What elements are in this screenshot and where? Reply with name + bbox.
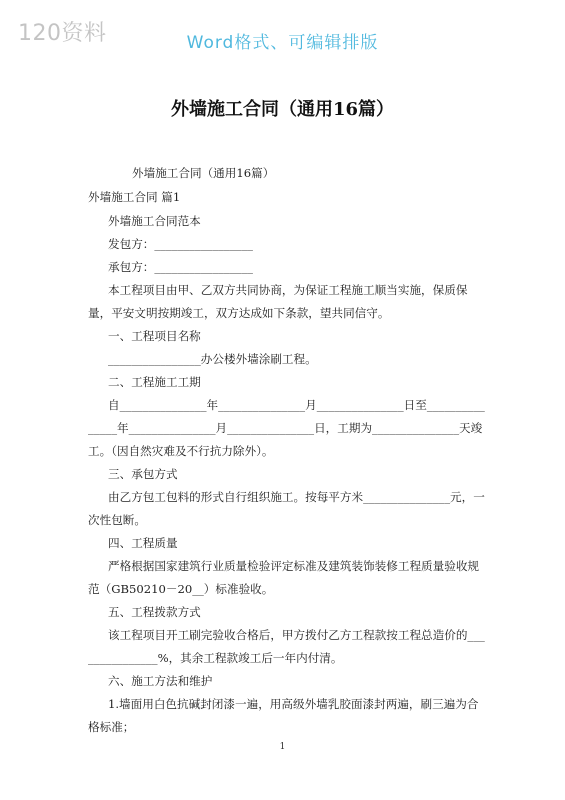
- body-paragraph-line: ________________办公楼外墙涂刷工程。: [108, 352, 317, 366]
- body-paragraph-line: ____________%，其余工程款竣工后一年内付清。: [88, 651, 343, 665]
- clause-heading: 一、工程项目名称: [108, 329, 201, 343]
- body-paragraph-line: 次性包断。: [88, 513, 146, 527]
- watermark-logo: 120资料: [18, 21, 107, 46]
- subtitle-line: 外墙施工合同（通用16篇）: [132, 166, 275, 180]
- document-title: 外墙施工合同（通用16篇）: [170, 99, 395, 120]
- body-paragraph-line: 格标准；: [88, 720, 135, 734]
- body-paragraph-line: 严格根据国家建筑行业质量检验评定标准及建筑装饰装修工程质量验收规: [108, 559, 480, 573]
- clause-heading: 五、工程拨款方式: [108, 605, 201, 619]
- clause-heading: 三、承包方式: [108, 467, 178, 481]
- clause-heading: 四、工程质量: [108, 536, 178, 550]
- party-b-line: 承包方：_________________: [108, 260, 253, 274]
- body-paragraph-line: 由乙方包工包料的形式自行组织施工。按每平方米_______________元，一: [108, 490, 485, 504]
- header-note: Word格式、可编辑排版: [186, 33, 379, 53]
- body-paragraph-line: 量，平安文明按期竣工，双方达成如下条款，望共同信守。: [88, 306, 390, 320]
- body-paragraph-line: 该工程项目开工刷完验收合格后，甲方拨付乙方工程款按工程总造价的___: [108, 628, 485, 642]
- body-paragraph-line: 1.墙面用白色抗碱封闭漆一遍，用高级外墙乳胶面漆封两遍，刷三遍为合: [108, 697, 479, 711]
- clause-heading: 二、工程施工工期: [108, 375, 201, 389]
- section-heading: 外墙施工合同 篇1: [88, 190, 181, 204]
- contract-name: 外墙施工合同范本: [108, 214, 201, 228]
- body-paragraph-line: 本工程项目由甲、乙双方共同协商，为保证工程施工顺当实施，保质保: [108, 283, 468, 297]
- body-paragraph-line: 范（GB50210－20__）标准验收。: [88, 582, 274, 596]
- body-paragraph-line: 工。（因自然灾难及不行抗力除外）。: [88, 444, 274, 458]
- clause-heading: 六、施工方法和维护: [108, 674, 213, 688]
- body-paragraph-line: 自_______________年_______________月_______________日至__________: [108, 398, 485, 412]
- page-number: 1: [279, 742, 286, 752]
- body-paragraph-line: _____年_______________月_______________日，工期为_______________天竣: [88, 421, 483, 435]
- party-a-line: 发包方：_________________: [108, 237, 253, 251]
